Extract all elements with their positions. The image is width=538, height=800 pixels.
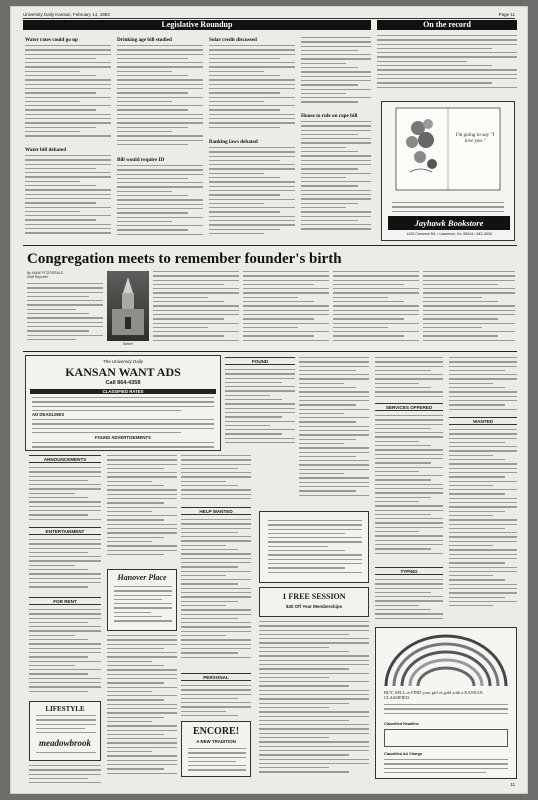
headline-rape-bill: House to rule on rape bill (301, 113, 358, 119)
feature-col-5 (423, 271, 515, 347)
section-wanted: WANTED (449, 417, 517, 425)
deadlines-text (32, 419, 214, 433)
section-services: SERVICES OFFERED (375, 403, 443, 411)
want-ads-masthead: KANSAN WANT ADS (65, 365, 181, 379)
entertainment-ads (29, 539, 101, 593)
bookstore-address: 1420 Crescent Rd. • Lawrence, Ks. 66044 • 843-3826 (406, 232, 492, 236)
encore-ad (181, 721, 251, 777)
jayhawk-bookstore-logo: Jayhawk Bookstore (388, 216, 510, 230)
hanover-place-copy (114, 586, 172, 628)
section-help-wanted: HELP WANTED (181, 507, 251, 515)
article-continued (301, 37, 371, 109)
order-form-write-in-area[interactable] (384, 729, 508, 747)
headline-banking: Banking laws debated (209, 139, 258, 145)
order-form-charge-label: Classified Ad Charge (384, 752, 423, 756)
church-photo (107, 271, 149, 341)
section-announcements: ANNOUNCEMENTS (29, 455, 101, 463)
services-ads (375, 415, 443, 565)
announcements-ads (29, 467, 101, 525)
church-illustration (107, 271, 149, 341)
order-form-body (384, 704, 508, 718)
folio-left: University Daily Kansan, February 14, 1983 (23, 12, 110, 17)
classified-col-6-top (449, 357, 517, 417)
valentine-card-text: I'm going to say "I love you." (455, 132, 495, 144)
notice-box-copy (268, 520, 362, 578)
order-form-copy: BUY, SELL or FIND your girl of gold with a KANSAN CLASSIFIED. (384, 690, 483, 701)
free-session-subtitle: $30 Off Year Memberships (285, 604, 343, 609)
free-session-title: 1 FREE SESSION (282, 592, 346, 601)
section-entertainment: ENTERTAINMENT (29, 527, 101, 535)
feature-headline: Congregation meets to remember founder's birth (27, 251, 342, 267)
article-banking (209, 147, 295, 241)
help-wanted-ads (181, 519, 251, 669)
classified-col-4-bottom (259, 621, 369, 785)
section-personal: PERSONAL (181, 673, 251, 681)
newspaper-page (10, 6, 528, 794)
article-water-bill (25, 155, 111, 241)
personal-ads (181, 685, 251, 719)
classified-col-2-bottom (107, 635, 177, 785)
meadowbrook-logo: meadowbrook (38, 738, 91, 748)
feature-col-3 (243, 271, 329, 347)
folio-right: Page 11 (498, 12, 515, 17)
headline-drinking-age: Drinking age bill studied (117, 37, 172, 43)
article-on-the-record (377, 35, 517, 95)
lifestyle-title: LIFESTYLE (45, 705, 85, 713)
lifestyle-copy (36, 715, 96, 735)
hanover-place-title: Hanover Place (117, 573, 167, 582)
want-ads-phone: Call 864-4358 (105, 380, 141, 386)
typing-ads (375, 579, 443, 623)
wanted-ads (449, 429, 517, 623)
page-number: 11 (510, 782, 515, 787)
lifestyle-ad (29, 701, 101, 761)
folio-line (23, 12, 515, 19)
feature-col-1 (27, 283, 103, 345)
classified-divider (23, 351, 517, 352)
classified-col-3-top (181, 455, 251, 505)
article-water-rates (25, 45, 111, 145)
masthead-small: The University Daily (102, 359, 143, 364)
found-advertisements: FOUND ADVERTISEMENTS (95, 435, 151, 440)
article-solar-credit (209, 45, 295, 135)
section-typing: TYPING (375, 567, 443, 575)
feature-byline: By ANNE FITZGERALD Staff Reporter (27, 271, 64, 279)
free-session-ad (259, 587, 369, 617)
headline-water-bill: Water bill debated (25, 147, 67, 153)
article-bill-id (117, 165, 203, 241)
valentine-card-illustration (382, 102, 514, 202)
order-form-fields (384, 759, 508, 775)
article-rape-bill (301, 121, 371, 241)
rates-table (32, 397, 214, 411)
meadowbrook-address (36, 752, 96, 758)
classified-col-2-top (107, 455, 177, 565)
legislative-banner: Legislative Roundup (23, 20, 371, 30)
misc-ads-left (29, 765, 101, 787)
headline-water-rates: Water rates could go up (25, 37, 78, 43)
encore-copy (188, 748, 246, 774)
headline-solar-credit: Solar credit discussed (209, 37, 257, 43)
feature-col-4 (333, 271, 419, 347)
notice-box (259, 511, 369, 583)
feature-col-2 (153, 271, 239, 347)
for-rent-ads (29, 609, 101, 699)
found-ad-text (32, 442, 214, 450)
ad-deadlines: AD DEADLINES (32, 412, 65, 417)
encore-subtitle: A NEW TRADITION (196, 739, 236, 744)
classified-col-5-top (375, 357, 443, 399)
section-for-rent: FOR RENT (29, 597, 101, 605)
hanover-place-ad (107, 569, 177, 631)
valentine-ad-copy (392, 202, 504, 214)
found-ads (225, 369, 295, 451)
classified-col-4-top (299, 357, 369, 507)
classified-rates: CLASSIFIED RATES (30, 389, 216, 394)
classified-order-form (375, 627, 517, 779)
order-form-headline-label: Classified Headline (384, 722, 419, 726)
photo-caption: Bethel (123, 342, 133, 346)
valentine-ad (381, 101, 515, 241)
section-found: FOUND (225, 357, 295, 365)
article-drinking-age (117, 45, 203, 153)
want-ads-header-box (25, 355, 221, 451)
section-divider (23, 245, 517, 246)
headline-bill-id: Bill would require ID (117, 157, 165, 163)
encore-title: ENCORE! (192, 726, 240, 737)
record-banner: On the record (377, 20, 517, 30)
rainbow-illustration (376, 628, 516, 686)
